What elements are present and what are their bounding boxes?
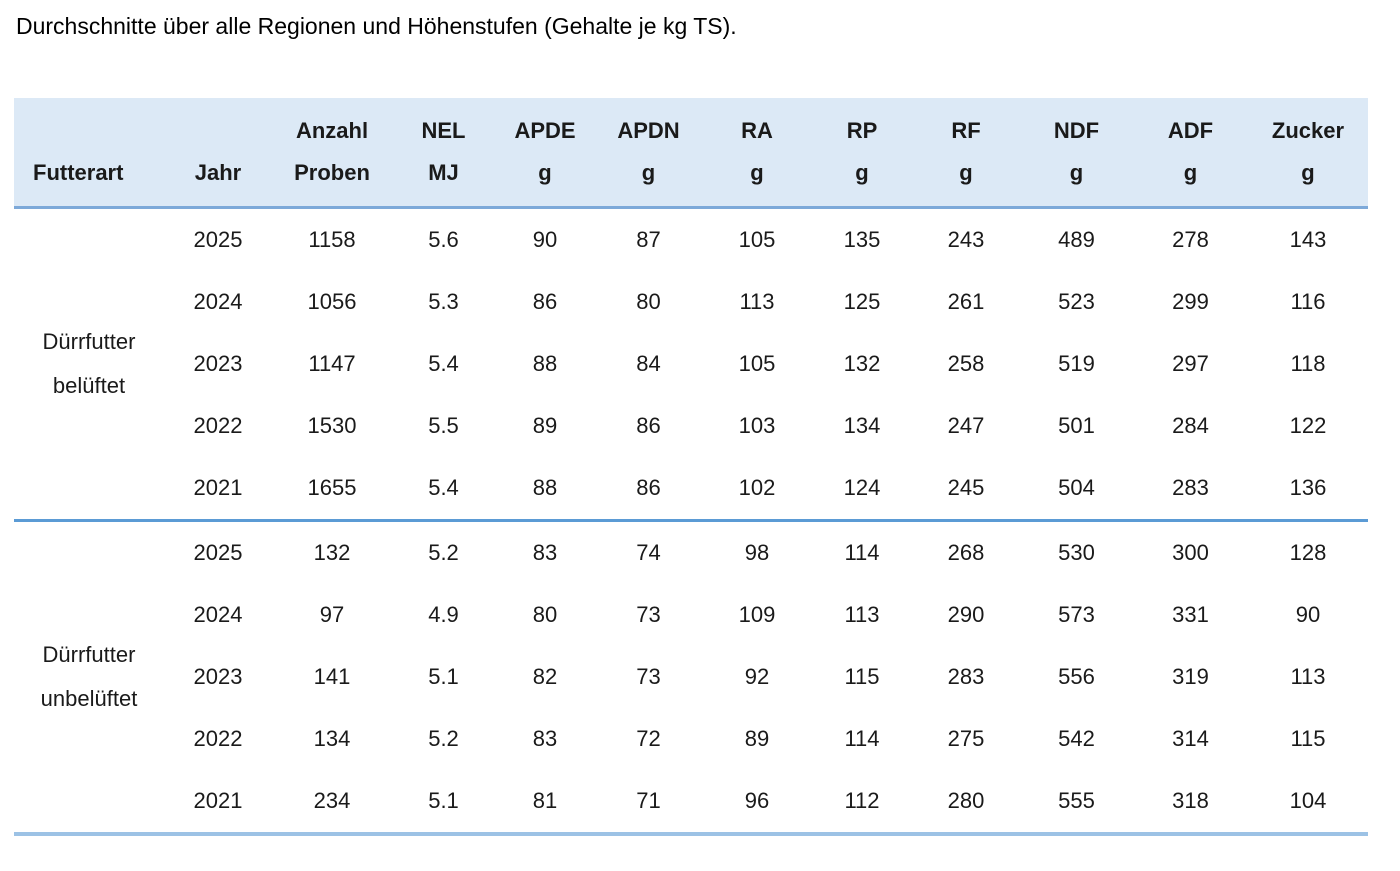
header-line2: g <box>855 160 869 185</box>
table-row <box>14 646 1368 708</box>
value-cell: 489 <box>1058 227 1095 252</box>
header-line1: NEL <box>421 118 466 143</box>
page-title: Durchschnitte über alle Regionen und Höhenstufen (Gehalte je kg TS). <box>16 13 737 39</box>
value-cell: 105 <box>738 227 776 252</box>
header-line1: APDN <box>617 118 680 143</box>
value-cell: 5.2 <box>392 521 495 585</box>
header-line1: APDE <box>514 118 576 143</box>
header-line1: Zucker <box>1271 118 1345 143</box>
header-line2: g <box>1301 160 1315 185</box>
value-cell: 283 <box>947 664 985 689</box>
value-cell: 83 <box>532 726 558 751</box>
value-cell: 113 <box>739 289 775 314</box>
value-cell: 1147 <box>308 351 356 376</box>
value-cell: 116 <box>1290 289 1326 314</box>
value-cell: 125 <box>843 289 881 314</box>
value-cell: 5.4 <box>428 351 459 376</box>
year-cell: 2025 <box>164 521 272 585</box>
value-cell: 258 <box>947 351 985 376</box>
value-cell: 523 <box>1058 289 1095 314</box>
value-cell: 283 <box>1172 475 1209 500</box>
value-cell: 82 <box>532 664 558 689</box>
value-cell: 88 <box>532 351 558 376</box>
value-cell: 5.4 <box>428 475 459 500</box>
column-header-anzahl-proben <box>272 98 392 208</box>
value-cell: 243 <box>947 227 985 252</box>
feed-type-line1: Dürrfutter <box>42 329 136 354</box>
value-cell: 132 <box>272 521 392 585</box>
value-cell: 297 <box>1172 351 1209 376</box>
table-header <box>14 98 1368 208</box>
value-cell: 245 <box>947 475 985 500</box>
value-cell: 5.2 <box>428 726 459 751</box>
value-cell: 530 <box>1020 521 1133 585</box>
column-header-jahr <box>164 98 272 208</box>
value-cell: 268 <box>912 521 1020 585</box>
table-row <box>14 271 1368 333</box>
column-header-nel-mj <box>392 98 495 208</box>
header-line2: Jahr <box>194 160 242 185</box>
value-cell: 300 <box>1133 521 1248 585</box>
value-cell: 284 <box>1172 413 1209 438</box>
value-cell: 501 <box>1058 413 1095 438</box>
column-header-apde <box>495 98 595 208</box>
value-cell: 280 <box>947 788 985 813</box>
year-cell: 2022 <box>193 413 243 438</box>
table-row <box>14 457 1368 521</box>
value-cell: 128 <box>1248 521 1368 585</box>
value-cell: 72 <box>636 726 661 751</box>
value-cell: 275 <box>947 726 985 751</box>
table-body <box>14 208 1368 835</box>
value-cell: 109 <box>738 602 776 627</box>
feed-type-cell <box>14 521 164 835</box>
value-cell: 113 <box>1290 664 1326 689</box>
value-cell: 331 <box>1172 602 1209 627</box>
value-cell: 542 <box>1058 726 1095 751</box>
value-cell: 247 <box>947 413 985 438</box>
column-header-zucker <box>1248 98 1368 208</box>
value-cell: 519 <box>1058 351 1095 376</box>
value-cell: 92 <box>744 664 770 689</box>
value-cell: 87 <box>636 227 661 252</box>
value-cell: 88 <box>532 475 558 500</box>
value-cell: 83 <box>495 521 595 585</box>
value-cell: 136 <box>1289 475 1327 500</box>
header-line2: MJ <box>428 160 459 185</box>
value-cell: 555 <box>1058 788 1095 813</box>
feed-type-line2: belüftet <box>52 373 126 398</box>
value-cell: 113 <box>844 602 880 627</box>
value-cell: 74 <box>595 521 702 585</box>
column-header-adf <box>1133 98 1248 208</box>
value-cell: 122 <box>1289 413 1327 438</box>
column-header-ra <box>702 98 812 208</box>
value-cell: 71 <box>636 788 661 813</box>
table-row <box>14 333 1368 395</box>
value-cell: 114 <box>812 521 912 585</box>
year-cell: 2023 <box>193 351 243 376</box>
column-header-futterart <box>14 98 164 208</box>
value-cell: 290 <box>947 602 985 627</box>
value-cell: 98 <box>702 521 812 585</box>
value-cell: 556 <box>1058 664 1095 689</box>
value-cell: 89 <box>744 726 770 751</box>
value-cell: 118 <box>1290 351 1326 376</box>
header-line2: g <box>1069 160 1084 185</box>
value-cell: 299 <box>1172 289 1209 314</box>
table-row <box>14 208 1368 272</box>
header-line1: ADF <box>1167 118 1214 143</box>
feed-type-line2: unbelüftet <box>40 686 138 711</box>
value-cell: 81 <box>532 788 558 813</box>
table-row <box>14 521 1368 585</box>
year-cell: 2023 <box>193 664 243 689</box>
value-cell: 86 <box>636 413 661 438</box>
year-cell: 2021 <box>193 788 243 813</box>
header-line2: Proben <box>294 160 370 185</box>
header-line1 <box>14 118 164 144</box>
value-cell: 86 <box>532 289 558 314</box>
value-cell: 278 <box>1172 227 1209 252</box>
value-cell: 319 <box>1172 664 1209 689</box>
value-cell: 5.1 <box>428 664 459 689</box>
value-cell: 1530 <box>307 413 357 438</box>
value-cell: 504 <box>1058 475 1095 500</box>
value-cell: 135 <box>843 227 881 252</box>
feed-type-cell <box>14 208 164 521</box>
value-cell: 5.1 <box>428 788 459 813</box>
value-cell: 318 <box>1172 788 1209 813</box>
value-cell: 112 <box>844 788 880 813</box>
value-cell: 1056 <box>307 289 357 314</box>
column-header-rf <box>912 98 1020 208</box>
header-line1: NDF <box>1053 118 1100 143</box>
value-cell: 1655 <box>307 475 357 500</box>
year-cell: 2022 <box>193 726 243 751</box>
header-line1: RF <box>951 118 981 143</box>
value-cell: 1158 <box>308 227 356 252</box>
value-cell: 80 <box>636 289 661 314</box>
value-cell: 102 <box>738 475 776 500</box>
value-cell: 105 <box>738 351 776 376</box>
value-cell: 4.9 <box>428 602 459 627</box>
value-cell: 114 <box>844 726 880 751</box>
value-cell: 73 <box>636 664 661 689</box>
column-header-rp <box>812 98 912 208</box>
feed-averages-table <box>14 98 1368 836</box>
table-row <box>14 395 1368 457</box>
value-cell: 143 <box>1289 227 1327 252</box>
value-cell: 90 <box>1295 602 1321 627</box>
header-line2: g <box>538 160 552 185</box>
value-cell: 5.3 <box>428 289 459 314</box>
year-cell: 2024 <box>193 289 243 314</box>
value-cell: 234 <box>313 788 351 813</box>
column-header-apdn <box>595 98 702 208</box>
value-cell: 573 <box>1058 602 1095 627</box>
value-cell: 96 <box>744 788 770 813</box>
value-cell: 134 <box>313 726 351 751</box>
value-cell: 104 <box>1289 788 1327 813</box>
year-cell: 2025 <box>193 227 243 252</box>
header-line2: g <box>641 160 656 185</box>
value-cell: 97 <box>319 602 345 627</box>
value-cell: 90 <box>532 227 558 252</box>
value-cell: 124 <box>843 475 881 500</box>
value-cell: 80 <box>532 602 558 627</box>
header-line2: g <box>1183 160 1198 185</box>
value-cell: 84 <box>636 351 661 376</box>
table-row <box>14 584 1368 646</box>
value-cell: 89 <box>532 413 558 438</box>
header-line1 <box>164 118 272 144</box>
header-line1: RA <box>741 118 773 143</box>
value-cell: 261 <box>947 289 985 314</box>
table-row <box>14 770 1368 834</box>
value-cell: 115 <box>844 664 880 689</box>
header-line2: g <box>750 160 764 185</box>
value-cell: 5.6 <box>428 227 459 252</box>
value-cell: 73 <box>636 602 661 627</box>
year-cell: 2021 <box>193 475 243 500</box>
value-cell: 141 <box>313 664 351 689</box>
value-cell: 5.5 <box>428 413 459 438</box>
header-row <box>14 98 1368 208</box>
value-cell: 115 <box>1290 726 1326 751</box>
value-cell: 132 <box>843 351 881 376</box>
header-line1: Anzahl <box>295 118 369 143</box>
value-cell: 86 <box>636 475 661 500</box>
year-cell: 2024 <box>193 602 243 627</box>
value-cell: 314 <box>1172 726 1209 751</box>
header-line2: g <box>959 160 973 185</box>
header-line1: RP <box>846 118 878 143</box>
table-row <box>14 708 1368 770</box>
value-cell: 103 <box>738 413 776 438</box>
feed-type-line1: Dürrfutter <box>42 642 136 667</box>
value-cell: 134 <box>843 413 881 438</box>
column-header-ndf <box>1020 98 1133 208</box>
header-line2: Futterart <box>33 160 124 185</box>
